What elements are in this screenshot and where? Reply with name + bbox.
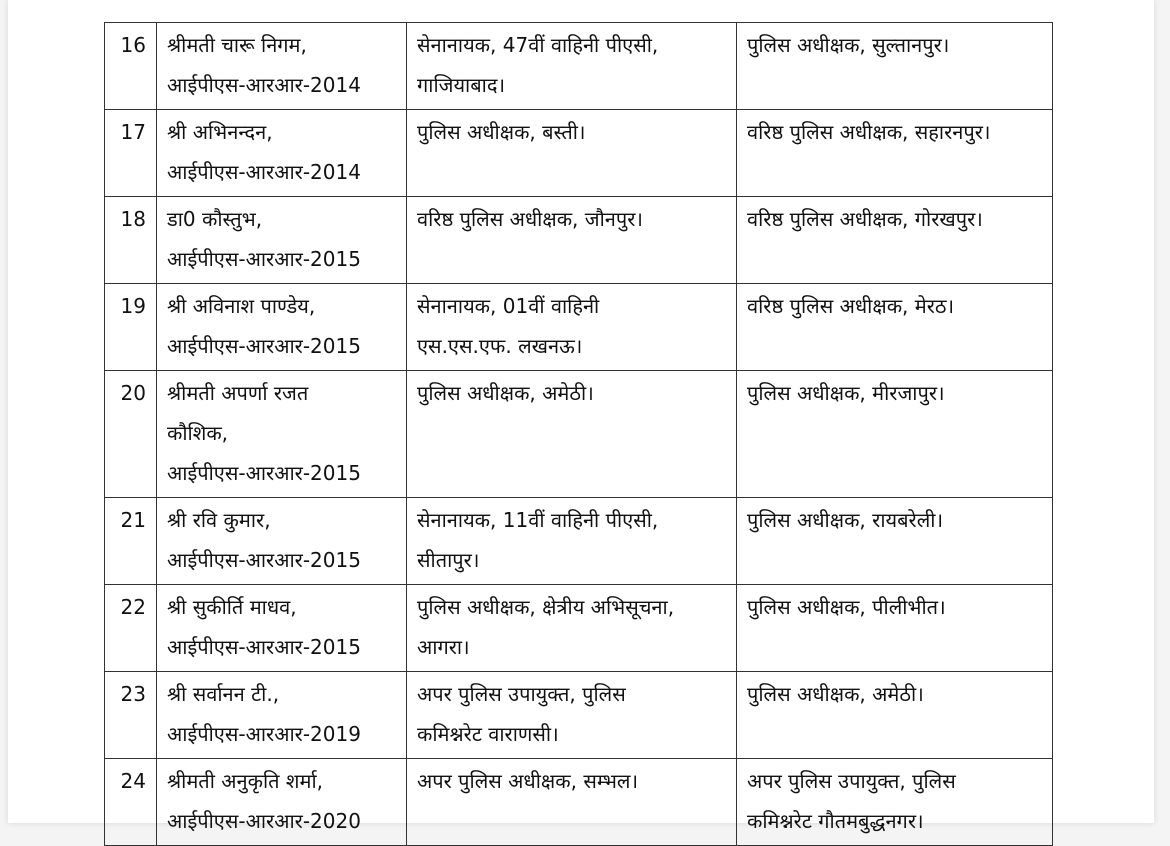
officer-name: श्री अभिनन्दन, आईपीएस-आरआर-2014: [157, 110, 407, 197]
current-posting: वरिष्ठ पुलिस अधीक्षक, जौनपुर।: [407, 197, 737, 284]
new-posting: पुलिस अधीक्षक, पीलीभीत।: [737, 585, 1053, 672]
serial-number: 23: [105, 672, 157, 759]
table-row: [105, 498, 1053, 585]
table-row: [105, 371, 1053, 498]
table-row: [105, 585, 1053, 672]
serial-number: 18: [105, 197, 157, 284]
current-posting: पुलिस अधीक्षक, बस्ती।: [407, 110, 737, 197]
new-posting: पुलिस अधीक्षक, रायबरेली।: [737, 498, 1053, 585]
officer-name: श्री सुकीर्ति माधव, आईपीएस-आरआर-2015: [157, 585, 407, 672]
table-row: [105, 197, 1053, 284]
current-posting: सेनानायक, 47वीं वाहिनी पीएसी, गाजियाबाद।: [407, 23, 737, 110]
new-posting: वरिष्ठ पुलिस अधीक्षक, गोरखपुर।: [737, 197, 1053, 284]
officer-name: श्री रवि कुमार, आईपीएस-आरआर-2015: [157, 498, 407, 585]
officer-name: डा0 कौस्तुभ, आईपीएस-आरआर-2015: [157, 197, 407, 284]
table-row: [105, 284, 1053, 371]
new-posting: अपर पुलिस उपायुक्त, पुलिस कमिश्नरेट गौतमबुद्धनगर।: [737, 759, 1053, 846]
table-row: [105, 759, 1053, 846]
officer-name: श्रीमती अपर्णा रजत कौशिक, आईपीएस-आरआर-2015: [157, 371, 407, 498]
transfer-table: [104, 22, 1053, 846]
serial-number: 17: [105, 110, 157, 197]
new-posting: वरिष्ठ पुलिस अधीक्षक, सहारनपुर।: [737, 110, 1053, 197]
new-posting: पुलिस अधीक्षक, सुल्तानपुर।: [737, 23, 1053, 110]
serial-number: 16: [105, 23, 157, 110]
current-posting: सेनानायक, 11वीं वाहिनी पीएसी, सीतापुर।: [407, 498, 737, 585]
current-posting: सेनानायक, 01वीं वाहिनी एस.एस.एफ. लखनऊ।: [407, 284, 737, 371]
new-posting: पुलिस अधीक्षक, मीरजापुर।: [737, 371, 1053, 498]
serial-number: 19: [105, 284, 157, 371]
table-row: [105, 110, 1053, 197]
table-row: [105, 672, 1053, 759]
officer-name: श्रीमती चारू निगम, आईपीएस-आरआर-2014: [157, 23, 407, 110]
current-posting: अपर पुलिस अधीक्षक, सम्भल।: [407, 759, 737, 846]
officer-name: श्री अविनाश पाण्डेय, आईपीएस-आरआर-2015: [157, 284, 407, 371]
current-posting: पुलिस अधीक्षक, क्षेत्रीय अभिसूचना, आगरा।: [407, 585, 737, 672]
serial-number: 21: [105, 498, 157, 585]
document-page: [8, 0, 1154, 833]
serial-number: 24: [105, 759, 157, 846]
table-row: [105, 23, 1053, 110]
officer-name: श्री सर्वानन टी., आईपीएस-आरआर-2019: [157, 672, 407, 759]
new-posting: वरिष्ठ पुलिस अधीक्षक, मेरठ।: [737, 284, 1053, 371]
new-posting: पुलिस अधीक्षक, अमेठी।: [737, 672, 1053, 759]
serial-number: 20: [105, 371, 157, 498]
current-posting: अपर पुलिस उपायुक्त, पुलिस कमिश्नरेट वाराणसी।: [407, 672, 737, 759]
current-posting: पुलिस अधीक्षक, अमेठी।: [407, 371, 737, 498]
officer-name: श्रीमती अनुकृति शर्मा, आईपीएस-आरआर-2020: [157, 759, 407, 846]
serial-number: 22: [105, 585, 157, 672]
